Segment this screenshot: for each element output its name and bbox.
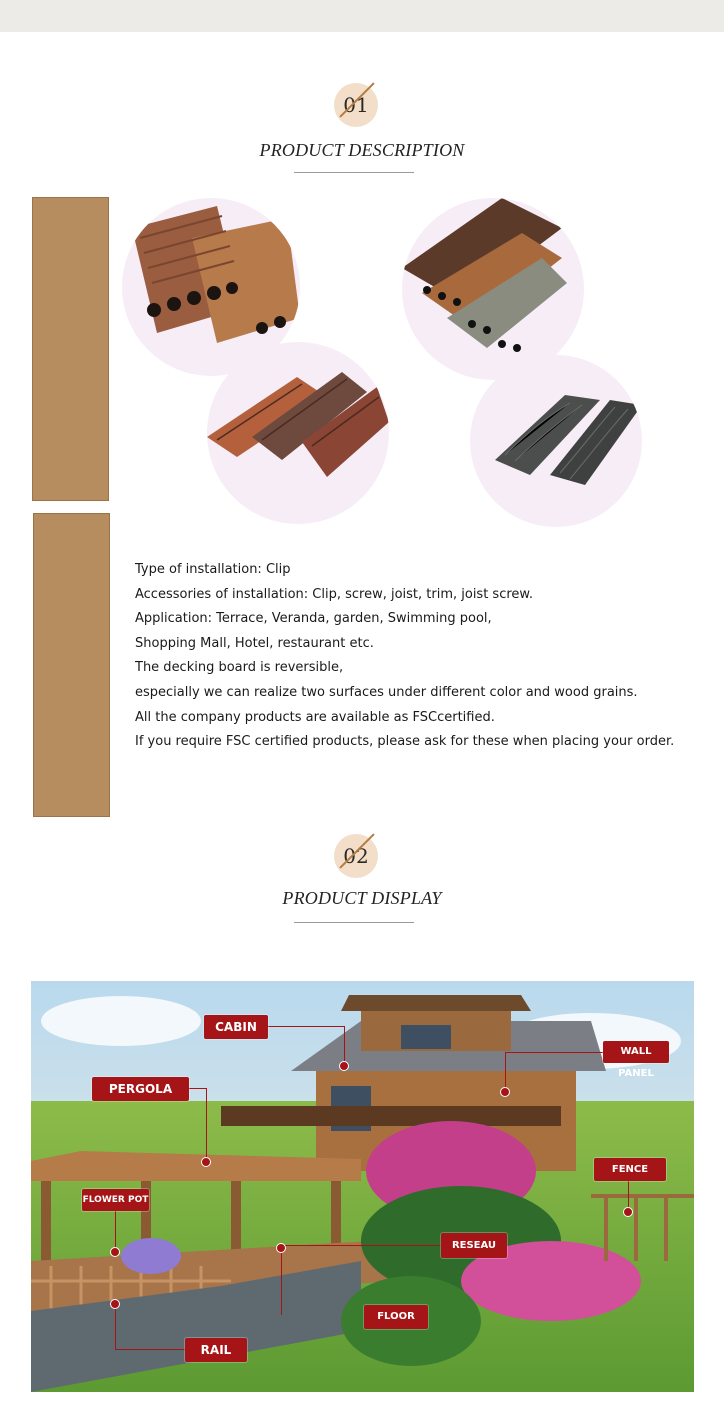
label-fence: FENCE (594, 1158, 666, 1181)
section-title: PRODUCT DESCRIPTION (259, 140, 465, 160)
label-wall-panel: WALL PANEL (603, 1041, 669, 1063)
desc-line: Type of installation: Clip (135, 562, 291, 577)
leader-line (344, 1026, 345, 1066)
product-description-text (135, 558, 705, 755)
label-flower-pot: FLOWER POT (82, 1189, 149, 1211)
garden-house-illustration (31, 981, 694, 1392)
desc-line: If you require FSC certified products, please ask for these when placing your order. (135, 734, 675, 750)
desc-line: especially we can realize two surfaces under different color and wood grains. (135, 684, 638, 700)
leader-line (281, 1245, 282, 1315)
wood-color-strip-2 (33, 513, 110, 817)
title-underline (294, 922, 414, 923)
product-image-grey-woodgrain (470, 355, 642, 527)
section-badge-01 (334, 83, 378, 127)
title-underline (294, 172, 414, 173)
callout-pin (276, 1243, 286, 1253)
leader-line (115, 1349, 185, 1350)
callout-pin (110, 1299, 120, 1309)
leader-line (505, 1052, 603, 1053)
callout-pin (339, 1061, 349, 1071)
leader-line (505, 1052, 506, 1092)
product-image-stacked-boards (402, 198, 584, 380)
leader-line (281, 1245, 441, 1246)
leader-line (115, 1206, 116, 1251)
desc-line: The decking board is reversible, (135, 660, 344, 676)
wood-color-strip (32, 197, 109, 501)
section-title: PRODUCT DISPLAY (282, 888, 442, 908)
desc-line: Shopping Mall, Hotel, restaurant etc. (135, 635, 374, 651)
label-pergola: PERGOLA (92, 1077, 189, 1101)
callout-pin (500, 1087, 510, 1097)
desc-line: Accessories of installation: Clip, screw, joist, trim, joist screw. (135, 586, 533, 602)
section-number: 02 (343, 844, 369, 868)
section-number: 01 (343, 93, 369, 117)
top-band (0, 0, 724, 32)
product-display-scene (31, 981, 694, 1392)
label-cabin: CABIN (204, 1015, 268, 1039)
product-image-grooved-boards (207, 342, 389, 524)
leader-line (189, 1088, 206, 1089)
leader-line (206, 1088, 207, 1161)
desc-line: Application: Terrace, Veranda, garden, Swimming pool, (135, 611, 492, 627)
desc-line: All the company products are available as FSCcertified. (135, 709, 495, 725)
section-badge-02 (334, 834, 378, 878)
callout-pin (201, 1157, 211, 1167)
label-floor: FLOOR (364, 1305, 428, 1329)
leader-line (115, 1303, 116, 1349)
callout-pin (623, 1207, 633, 1217)
label-reseau: RESEAU (441, 1233, 507, 1258)
callout-pin (110, 1247, 120, 1257)
label-rail: RAIL (185, 1338, 247, 1362)
leader-line (268, 1026, 344, 1027)
